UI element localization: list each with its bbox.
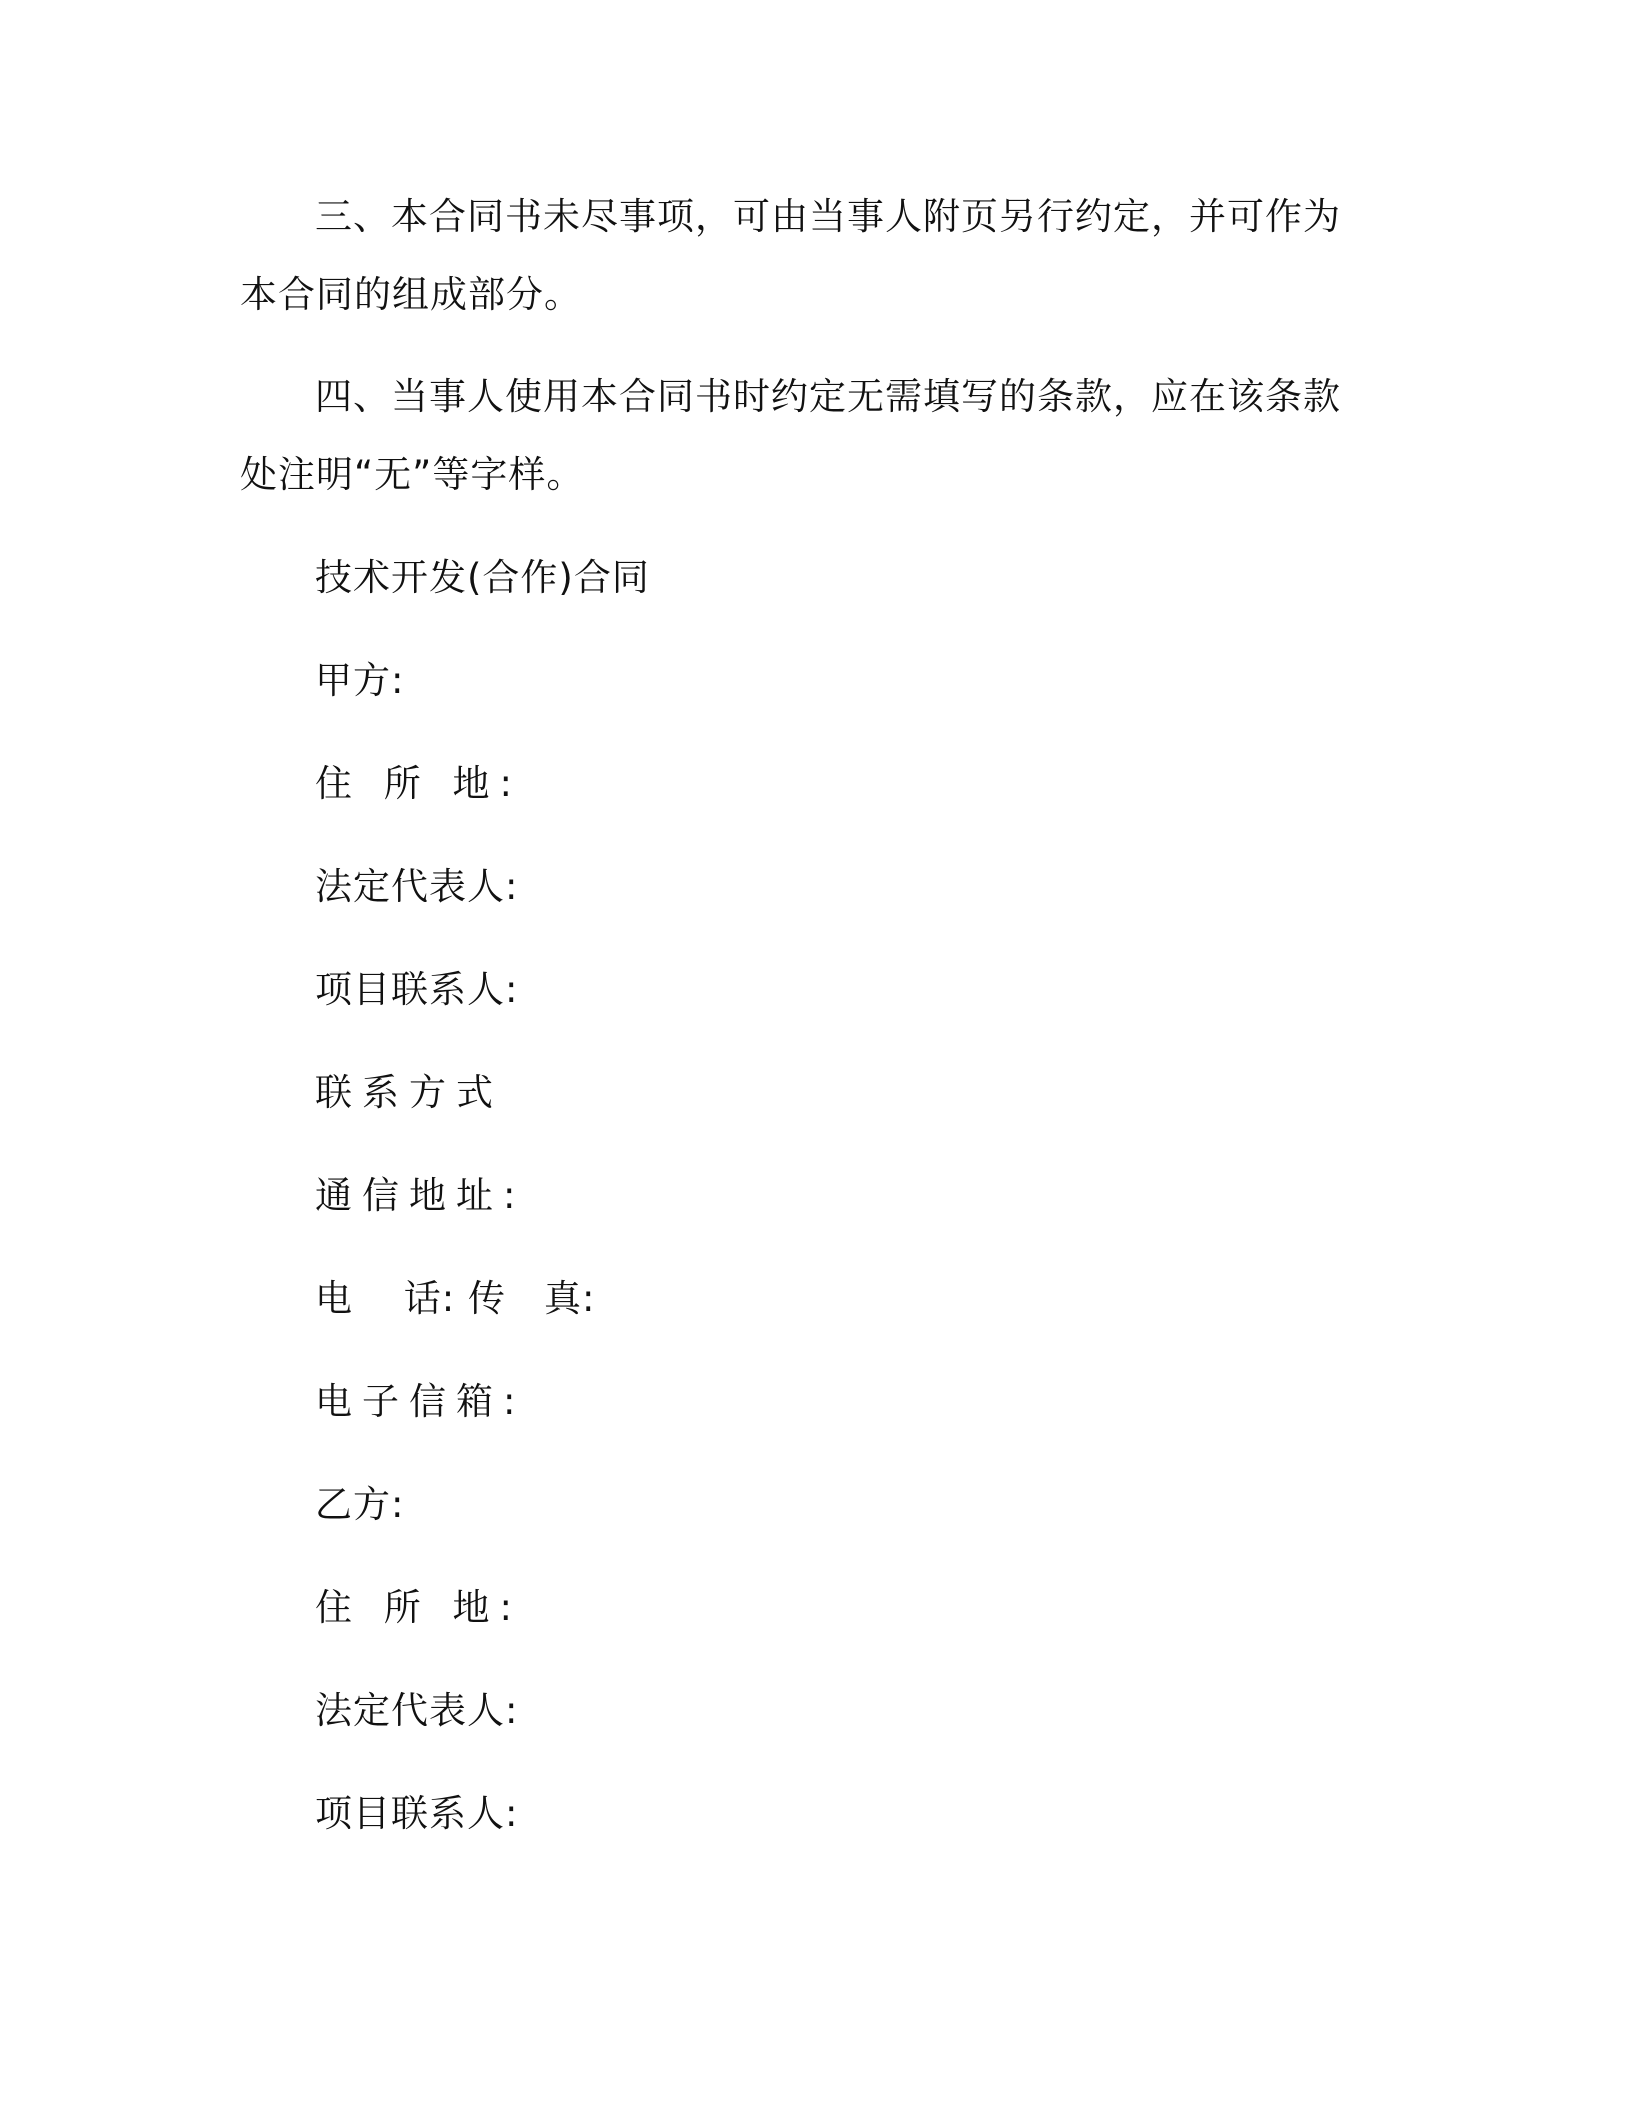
party-b-label: 乙方: [315, 1483, 405, 1526]
party-a-address-label: 住 所 地: [315, 762, 522, 805]
paragraph-three: 三、本合同书未尽事项，可由当事人附页另行约定，并可作为本合同的组成部分。 [240, 195, 1341, 316]
party-a-contact-method-label: 联系方式 [315, 1071, 503, 1114]
party-a-email-label: 电子信箱: [315, 1380, 526, 1423]
party-b-address-label: 住 所 地: [315, 1586, 522, 1629]
party-a-label: 甲方: [315, 659, 405, 702]
paragraph-four: 四、当事人使用本合同书时约定无需填写的条款，应在该条款处注明“无”等字样。 [240, 375, 1341, 496]
party-a-contact-person-label: 项目联系人: [315, 968, 519, 1011]
party-a-phone-fax-label: 电 话: 传 真: [315, 1277, 596, 1320]
contract-title: 技术开发(合作)合同 [315, 556, 650, 599]
party-b-legal-rep-label: 法定代表人: [315, 1689, 519, 1732]
party-b-contact-person-label: 项目联系人: [315, 1792, 519, 1835]
party-a-mailing-address-label: 通信地址: [315, 1174, 526, 1217]
party-a-legal-rep-label: 法定代表人: [315, 865, 519, 908]
